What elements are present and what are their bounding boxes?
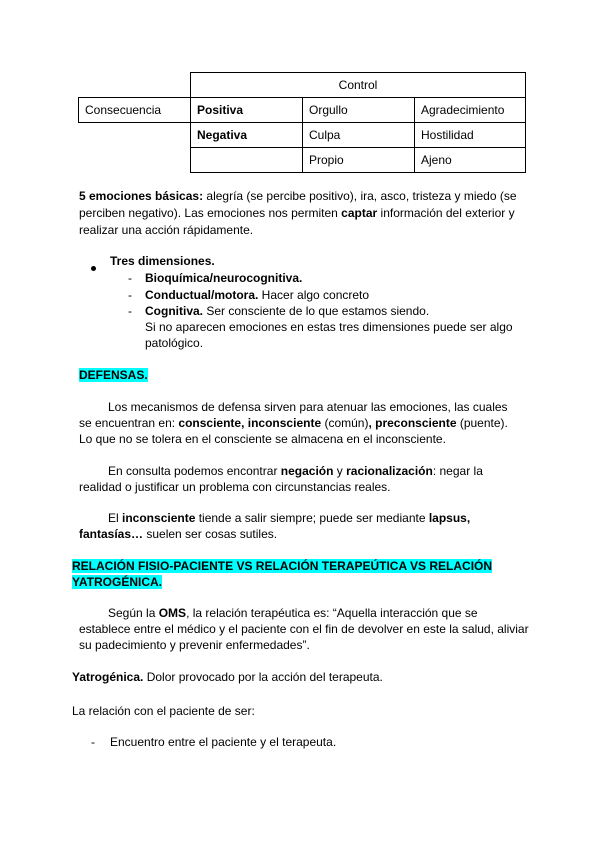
defensas-p3-line-1	[108, 510, 470, 526]
bold-text: lapsus,	[428, 511, 471, 525]
text: , la relación terapéutica es: “Aquella interacción que se	[186, 606, 478, 620]
defensas-p1-line-3: Lo que no se tolera en el consciente se almacena en el inconsciente.	[79, 432, 446, 446]
bold-text: racionalización	[346, 464, 433, 478]
table-cell: Propio	[303, 148, 415, 173]
defensas-p2-line-2: realidad o justificar un problema con circunstancias reales.	[79, 480, 391, 494]
table-cell: Orgullo	[303, 98, 415, 123]
dash-icon: -	[128, 288, 132, 302]
bold-text: OMS	[158, 606, 187, 620]
table-cell-type	[191, 148, 303, 173]
table-cell: Agradecimiento	[415, 98, 526, 123]
table-row	[79, 123, 526, 148]
text: : negar la	[432, 464, 483, 478]
table-row	[79, 98, 526, 123]
bold-text: Tres dimensiones.	[110, 254, 215, 268]
table-cell: Hostilidad	[415, 123, 526, 148]
table-cell-type: Negativa	[197, 128, 248, 142]
dimension-extra-2: patológico.	[145, 336, 204, 350]
bold-text: Yatrogénica.	[72, 670, 144, 684]
text: Hacer algo concreto	[258, 288, 370, 302]
emociones-line-1	[79, 188, 517, 204]
dash-icon: -	[91, 735, 95, 749]
heading-text: DEFENSAS.	[79, 368, 148, 382]
text: y	[333, 464, 347, 478]
text: alegría (se percibe positivo), ira, asco, tristeza y miedo (se	[203, 189, 517, 203]
bold-text: Bioquímica/neurocognitiva.	[145, 271, 303, 285]
text: información del exterior y	[377, 206, 515, 220]
relacion-heading-1	[72, 558, 492, 574]
bold-text: Conductual/motora.	[145, 288, 259, 302]
relacion-item: Encuentro entre el paciente y el terapeuta.	[110, 735, 337, 749]
table-row	[79, 148, 526, 173]
text: Ser consciente de lo que estamos siendo.	[203, 304, 430, 318]
table-cell: Culpa	[303, 123, 415, 148]
oms-line-3: su padecimiento y prevenir enfermedades”.	[79, 638, 310, 652]
bullet-dot-icon	[91, 259, 96, 275]
dash-icon: -	[128, 304, 132, 318]
emociones-line-2	[79, 205, 515, 221]
bold-text: fantasías…	[79, 527, 144, 541]
table-header-control: Control	[191, 73, 526, 98]
table-row	[79, 73, 526, 98]
table-cell-type: Positiva	[197, 103, 244, 117]
table-cell: Ajeno	[415, 148, 526, 173]
bold-text: negación	[280, 464, 334, 478]
defensas-p1-line-1: Los mecanismos de defensa sirven para atenuar las emociones, las cuales	[108, 400, 508, 414]
relacion-intro: La relación con el paciente de ser:	[72, 704, 255, 718]
dimensiones-title	[110, 253, 215, 269]
relacion-heading-2	[72, 574, 162, 590]
defensas-p1-line-2	[79, 415, 508, 431]
text: (puente).	[456, 416, 508, 430]
bold-text: captar	[341, 206, 378, 220]
bold-text: , preconsciente	[368, 416, 457, 430]
text: En consulta podemos encontrar	[108, 464, 281, 478]
bold-text: consciente, inconsciente	[178, 416, 322, 430]
dimension-extra-1: Si no aparecen emociones en estas tres dimensiones puede ser algo	[145, 320, 513, 334]
text: tiende a salir siempre; puede ser mediante	[195, 511, 429, 525]
bold-text: Cognitiva.	[145, 304, 204, 318]
dimension-item	[145, 287, 369, 303]
dash-icon: -	[128, 271, 132, 285]
text: (común)	[321, 416, 369, 430]
oms-line-1	[108, 605, 478, 621]
heading-text: YATROGÉNICA.	[72, 575, 163, 589]
text: Dolor provocado por la acción del terapeuta.	[143, 670, 383, 684]
row-label-consecuencia: Consecuencia	[79, 98, 191, 123]
text: El	[108, 511, 123, 525]
control-table	[78, 72, 526, 173]
dimension-item	[145, 270, 302, 286]
defensas-p2-line-1	[108, 463, 483, 479]
text: se encuentran en:	[79, 416, 179, 430]
heading-text: RELACIÓN FISIO-PACIENTE VS RELACIÓN TERAPEÚTICA VS RELACIÓN	[72, 559, 493, 573]
defensas-p3-line-2	[79, 526, 277, 542]
defensas-heading	[79, 367, 148, 383]
text: suelen ser cosas sutiles.	[143, 527, 278, 541]
bold-text: inconsciente	[122, 511, 196, 525]
yatrogenica-line	[72, 669, 383, 685]
text: Según la	[108, 606, 159, 620]
text: perciben negativo). Las emociones nos permiten	[79, 206, 342, 220]
dimension-item	[145, 303, 429, 319]
oms-line-2: establece entre el médico y el paciente con el fin de devolver en este la salud, aliviar	[79, 622, 529, 636]
emociones-line-3: realizar una acción rápidamente.	[79, 223, 254, 237]
emociones-bold: 5 emociones básicas:	[79, 189, 204, 203]
